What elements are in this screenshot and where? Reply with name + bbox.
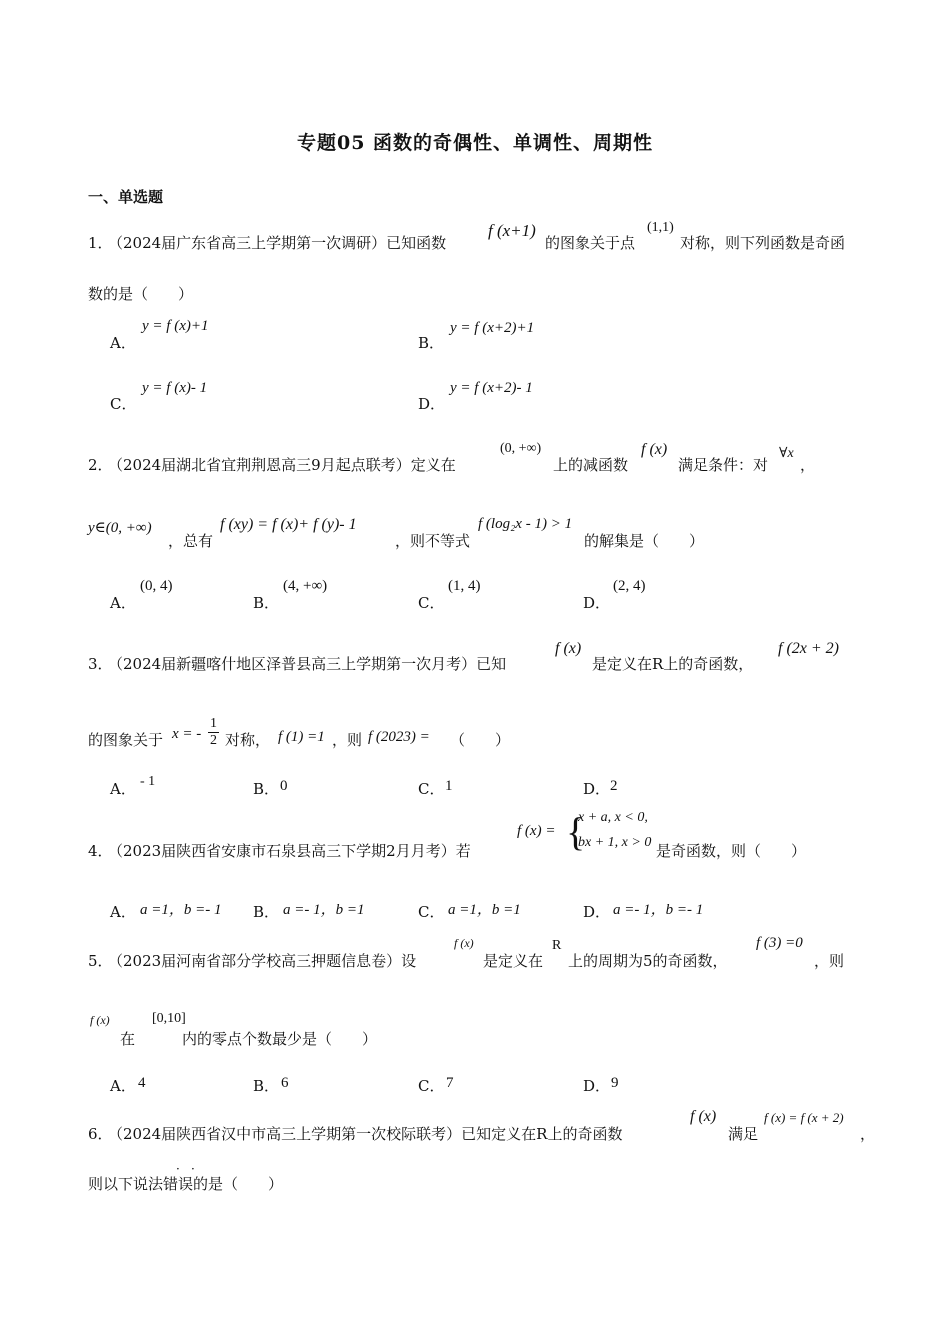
q5-option-d: 9: [611, 1075, 619, 1091]
q3-f1: f (1) =1: [278, 729, 325, 745]
q1-option-c: y = f (x)- 1: [142, 380, 208, 396]
q1-source: （2024届广东省高三上学期第一次调研）已知函数: [108, 234, 447, 252]
q3-f2023: f (2023) =: [368, 729, 430, 745]
q3-fraction-numerator: 1: [210, 716, 217, 731]
q3-mid: 是定义在R上的奇函数，: [592, 655, 754, 673]
q5-option-c: 7: [446, 1075, 454, 1091]
page-title: 专题05 函数的奇偶性、单调性、周期性: [296, 132, 654, 154]
q2-option-d-label: D．: [583, 594, 611, 612]
q3-option-a: - 1: [140, 774, 156, 789]
q2-function: f (x): [641, 441, 668, 458]
q4-option-b: a =- 1，b =1: [283, 902, 365, 918]
q5-function-2: f (x): [90, 1013, 110, 1027]
q4-option-b-label: B．: [253, 903, 280, 921]
q4-brace: {: [566, 809, 586, 854]
q3-fraction: [208, 716, 219, 749]
q1-option-a: y = f (x)+1: [142, 318, 209, 334]
q2-option-b-label: B．: [253, 594, 280, 612]
q2-option-a: (0, 4): [140, 578, 173, 594]
q1-function: f (x+1): [488, 221, 536, 240]
q1-number: 1．: [88, 234, 113, 252]
q3-option-b-label: B．: [253, 780, 280, 798]
q4-case-1: x + a, x < 0,: [578, 810, 648, 825]
q2-mid: 上的减函数: [553, 456, 629, 474]
q6-number: 6．: [88, 1125, 113, 1143]
q2-forall: ∀x: [779, 446, 794, 461]
q4-option-a-label: A．: [110, 903, 136, 921]
q1-option-d: y = f (x+2)- 1: [450, 380, 533, 396]
q5-f3: f (3) =0: [756, 935, 803, 951]
q6-equation: f (x) = f (x + 2): [764, 1110, 844, 1125]
q5-source: （2023届河南省部分学校高三押题信息卷）设: [108, 952, 417, 970]
q5-option-a: 4: [138, 1075, 146, 1091]
q6-mid: 满足: [728, 1125, 759, 1143]
q5-option-d-label: D．: [583, 1077, 611, 1095]
q4-tail: 是奇函数，则（ ）: [656, 842, 807, 860]
q6-comma: ，: [860, 1125, 876, 1143]
q6-emphasis-dot-1: ·: [176, 1162, 180, 1176]
q3-option-c-label: C．: [418, 780, 445, 798]
q3-sym: 对称，: [225, 731, 271, 749]
q4-case-2: bx + 1, x > 0: [578, 835, 652, 850]
q3-option-a-label: A．: [110, 780, 136, 798]
q5-mid2: 上的周期为5的奇函数，: [568, 952, 728, 970]
q2-ineq-pre: ，则不等式: [395, 532, 471, 550]
q1-option-b-label: B．: [418, 334, 445, 352]
q1-option-b: y = f (x+2)+1: [450, 320, 535, 336]
q3-option-b: 0: [280, 778, 288, 794]
q5-then: ，则: [814, 952, 845, 970]
q5-mid: 是定义在: [483, 952, 544, 970]
q5-option-c-label: C．: [418, 1077, 445, 1095]
q2-option-a-label: A．: [110, 594, 136, 612]
q2-option-c: (1, 4): [448, 578, 481, 594]
q3-function: f (x): [555, 640, 582, 657]
q3-blank: （ ）: [450, 731, 511, 749]
q4-option-a: a =1，b =- 1: [140, 902, 222, 918]
q2-option-b: (4, +∞): [283, 578, 328, 594]
q3-number: 3．: [88, 655, 113, 673]
q4-option-c: a =1，b =1: [448, 902, 521, 918]
q6-line2: 则以下说法错误的是（ ）: [88, 1175, 284, 1193]
q3-fraction-denominator: 2: [210, 733, 217, 748]
q1-point: (1,1): [647, 220, 674, 235]
q3-then: ，则: [332, 731, 363, 749]
q3-source: （2024届新疆喀什地区泽普县高三上学期第一次月考）已知: [108, 655, 507, 673]
q3-option-d-label: D．: [583, 780, 611, 798]
q5-reals: R: [552, 938, 562, 953]
q5-tail: 内的零点个数最少是（ ）: [182, 1030, 378, 1048]
q5-option-b-label: B．: [253, 1077, 280, 1095]
q6-emphasis-dot-2: ·: [191, 1162, 195, 1176]
q1-option-c-label: C．: [110, 395, 137, 413]
q2-equation: f (xy) = f (x)+ f (y)- 1: [220, 516, 357, 533]
q4-option-d: a =- 1，b =- 1: [613, 902, 704, 918]
q4-source: （2023届陕西省安康市石泉县高三下学期2月月考）若: [108, 842, 471, 860]
section-heading: 一、单选题: [88, 188, 164, 206]
q3-line2-pre: 的图象关于: [88, 731, 164, 749]
q6-source: （2024届陕西省汉中市高三上学期第一次校际联考）已知定义在R上的奇函数: [108, 1125, 623, 1143]
q3-option-c: 1: [445, 778, 453, 794]
q2-tail: 的解集是（ ）: [584, 532, 705, 550]
q3-shifted-function: f (2x + 2): [778, 640, 839, 657]
q3-option-d: 2: [610, 778, 618, 794]
q2-source: （2024届湖北省宜荆荆恩高三9月起点联考）定义在: [108, 456, 456, 474]
q5-number: 5．: [88, 952, 113, 970]
q5-function: f (x): [454, 936, 474, 950]
q4-option-d-label: D．: [583, 903, 611, 921]
q3-x-eq: x = -: [172, 726, 202, 742]
q2-option-d: (2, 4): [613, 578, 646, 594]
q2-y-domain: y∈(0, +∞): [88, 520, 152, 536]
q2-comma: ，: [800, 456, 816, 474]
q2-domain: (0, +∞): [500, 441, 542, 456]
q4-option-c-label: C．: [418, 903, 445, 921]
q1-tail: 对称，则下列函数是奇函: [680, 234, 846, 252]
q2-always: ，总有: [168, 532, 214, 550]
q5-in: 在: [120, 1030, 136, 1048]
q1-line2: 数的是（ ）: [88, 285, 194, 303]
q5-option-b: 6: [281, 1075, 289, 1091]
q4-fx: f (x) =: [517, 823, 556, 839]
q6-function: f (x): [690, 1108, 717, 1125]
q1-mid: 的图象关于点: [545, 234, 636, 252]
q1-option-a-label: A．: [110, 334, 136, 352]
q4-number: 4．: [88, 842, 113, 860]
q2-number: 2．: [88, 456, 113, 474]
q5-option-a-label: A．: [110, 1077, 136, 1095]
q5-interval: [0,10]: [152, 1011, 186, 1026]
q2-inequality: f (log₂x - 1) > 1: [478, 516, 573, 532]
q2-cond: 满足条件：对: [678, 456, 769, 474]
q1-option-d-label: D．: [418, 395, 446, 413]
q2-option-c-label: C．: [418, 594, 445, 612]
